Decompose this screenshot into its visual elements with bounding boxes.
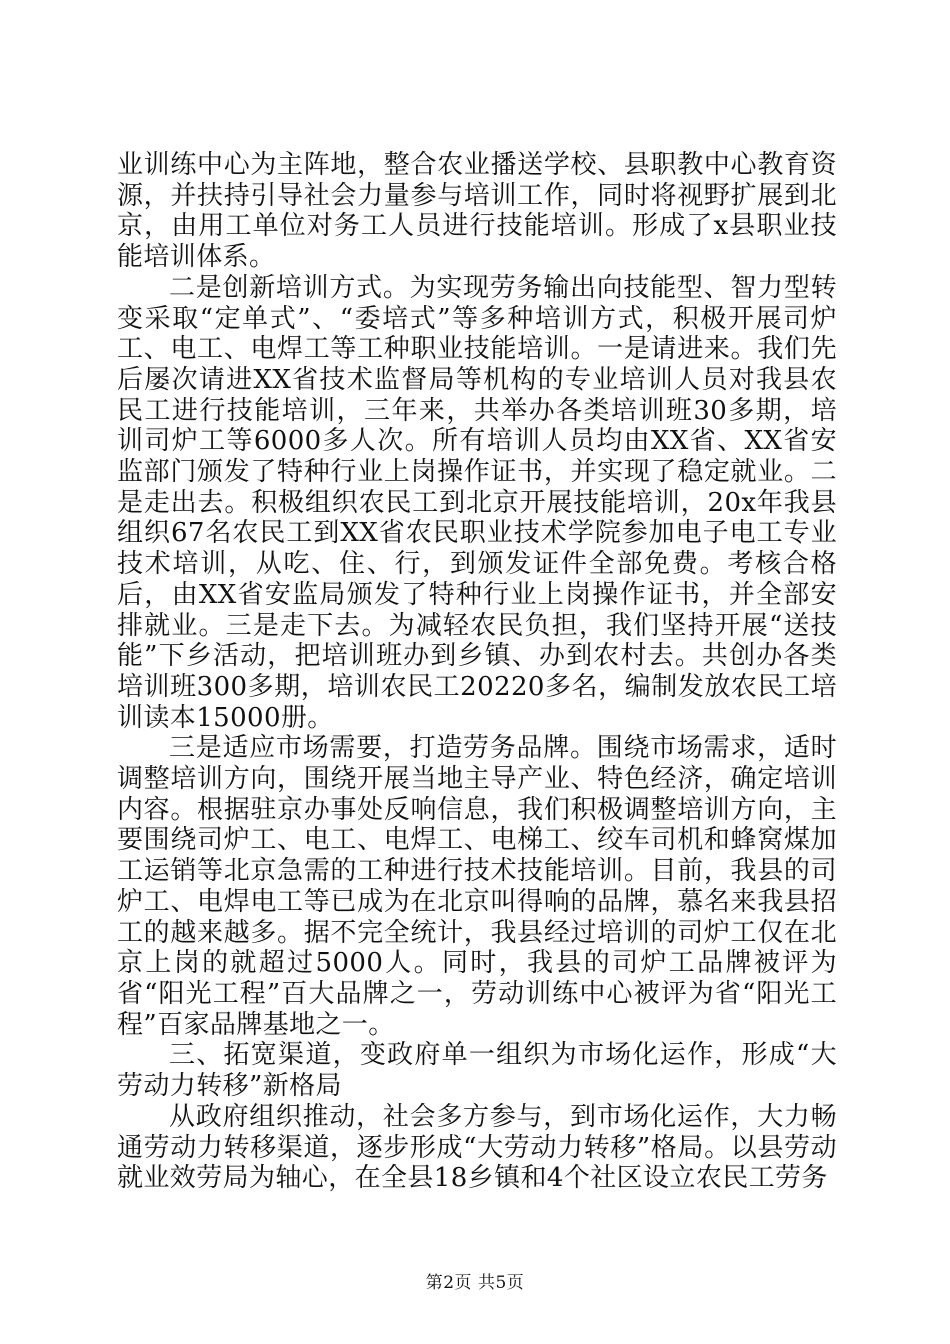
section-heading: 三、拓宽渠道，变政府单一组织为市场化运作，形成“大劳动力转移”新格局: [117, 1040, 837, 1102]
page-footer: 第2页 共5页: [425, 1273, 525, 1293]
paragraph-3: 三是适应市场需要，打造劳务品牌。围绕市场需求，适时调整培训方向，围绕开展当地主导产业、特色经济，确定培训内容。根据驻京办事处反响信息，我们积极调整培训方向，主要围绕司炉工、电工、电焊工、电梯工、绞车司机和蜂窝煤加工运销等北京急需的工种进行技术技能培训。目前，我县的司炉工、电焊电工等已成为在北京叫得响的品牌，慕名来我县招工的越来越多。据不完全统计，我县经过培训的司炉工仅在北京上岗的就超过5000人。同时，我县的司炉工品牌被评为省“阳光工程”百大品牌之一，劳动训练中心被评为省“阳光工程”百家品牌基地之一。: [117, 733, 837, 1040]
document-body: [117, 150, 837, 1194]
paragraph-1: 业训练中心为主阵地，整合农业播送学校、县职教中心教育资源，并扶持引导社会力量参与培训工作，同时将视野扩展到北京，由用工单位对务工人员进行技能培训。形成了x县职业技能培训体系。: [117, 150, 837, 273]
paragraph-2: 二是创新培训方式。为实现劳务输出向技能型、智力型转变采取“定单式”、“委培式”等多种培训方式，积极开展司炉工、电工、电焊工等工种职业技能培训。一是请进来。我们先后屡次请进XX省技术监督局等机构的专业培训人员对我县农民工进行技能培训，三年来，共举办各类培训班30多期，培训司炉工等6000多人次。所有培训人员均由XX省、XX省安监部门颁发了特种行业上岗操作证书，并实现了稳定就业。二是走出去。积极组织农民工到北京开展技能培训，20x年我县组织67名农民工到XX省农民职业技术学院参加电子电工专业技术培训，从吃、住、行，到颁发证件全部免费。考核合格后，由XX省安监局颁发了特种行业上岗操作证书，并全部安排就业。三是走下去。为减轻农民负担，我们坚持开展“送技能”下乡活动，把培训班办到乡镇、办到农村去。共创办各类培训班300多期，培训农民工20220多名，编制发放农民工培训读本15000册。: [117, 272, 837, 733]
paragraph-4: 从政府组织推动，社会多方参与，到市场化运作，大力畅通劳动力转移渠道，逐步形成“大劳动力转移”格局。以县劳动就业效劳局为轴心，在全县18乡镇和4个社区设立农民工劳务: [117, 1101, 837, 1194]
